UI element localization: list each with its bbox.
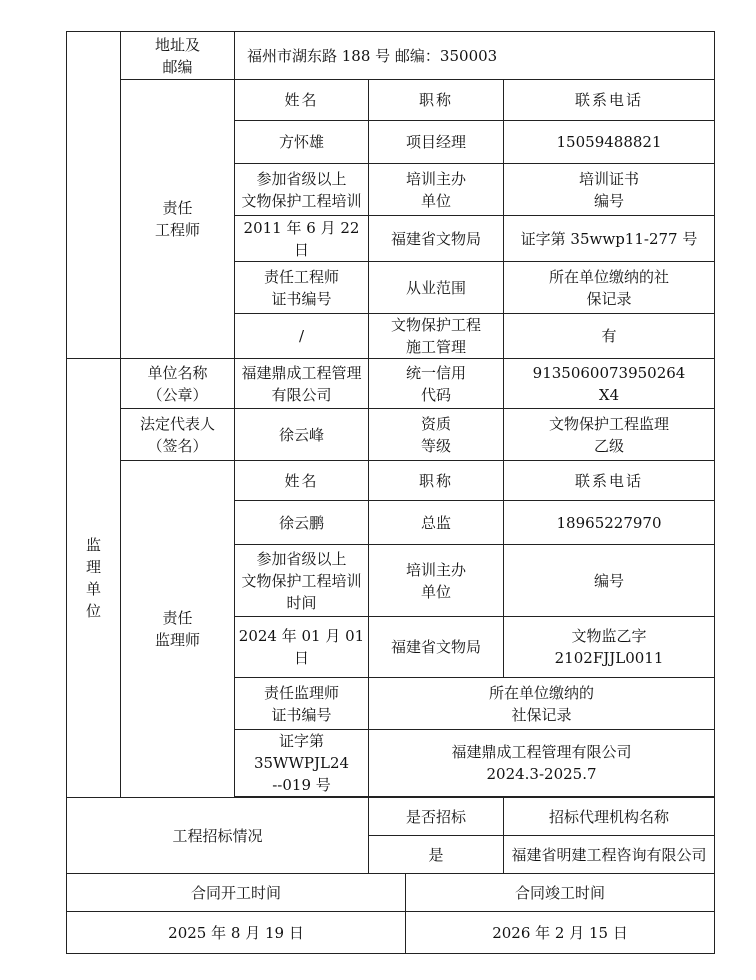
engineer-social: 有: [504, 314, 715, 359]
engineer-title: 项目经理: [369, 121, 504, 164]
engineer-scope: 文物保护工程 施工管理: [369, 314, 504, 359]
legal-rep-label: 法定代表人 （签名）: [121, 409, 235, 461]
engineer-training-org: 福建省文物局: [369, 216, 504, 262]
bidding-header-agency: 招标代理机构名称: [504, 798, 715, 836]
bidding-header-is-bid: 是否招标: [369, 798, 504, 836]
engineer-header-org: 培训主办 单位: [369, 164, 504, 216]
engineer-training-cert: 证字第 35wwp11-277 号: [504, 216, 715, 262]
supervisor-header-cert-no: 责任监理师 证书编号: [235, 678, 369, 730]
credit-code-label: 统一信用 代码: [369, 359, 504, 409]
supervision-section-label: 监 理 单 位: [67, 359, 121, 798]
contract-start-date: 2025 年 8 月 19 日: [67, 912, 406, 954]
contract-start-label: 合同开工时间: [67, 874, 406, 912]
engineer-header-cert-no: 责任工程师 证书编号: [235, 262, 369, 314]
project-info-table: [66, 31, 715, 954]
engineer-header-title: 职称: [369, 80, 504, 121]
supervisor-title: 总监: [369, 501, 504, 545]
supervisor-training-date: 2024 年 01 月 01 日: [235, 617, 369, 678]
supervisor-phone: 18965227970: [504, 501, 715, 545]
unit-name-label: 单位名称 （公章）: [121, 359, 235, 409]
unit-name: 福建鼎成工程管理 有限公司: [235, 359, 369, 409]
engineer-header-cert: 培训证书 编号: [504, 164, 715, 216]
supervisor-header-cert: 编号: [504, 545, 715, 617]
engineer-training-date: 2011 年 6 月 22 日: [235, 216, 369, 262]
qualification-label: 资质 等级: [369, 409, 504, 461]
engineer-header-phone: 联系电话: [504, 80, 715, 121]
supervisor-header-name: 姓名: [235, 461, 369, 501]
supervisor-social: 福建鼎成工程管理有限公司 2024.3-2025.7: [369, 730, 715, 797]
engineer-group-label: 责任 工程师: [121, 80, 235, 359]
legal-rep: 徐云峰: [235, 409, 369, 461]
qualification: 文物保护工程监理 乙级: [504, 409, 715, 461]
supervisor-training-org: 福建省文物局: [369, 617, 504, 678]
supervisor-cert-no: 证字第 35WWPJL24 --019 号: [235, 730, 369, 797]
supervisor-header-title: 职称: [369, 461, 504, 501]
engineer-header-training: 参加省级以上 文物保护工程培训: [235, 164, 369, 216]
bidding-agency: 福建省明建工程咨询有限公司: [504, 836, 715, 874]
credit-code: 9135060073950264 X4: [504, 359, 715, 409]
address-label: 地址及 邮编: [121, 32, 235, 80]
bidding-is-bid: 是: [369, 836, 504, 874]
bidding-label: 工程招标情况: [67, 798, 369, 874]
engineer-phone: 15059488821: [504, 121, 715, 164]
engineer-header-name: 姓名: [235, 80, 369, 121]
supervisor-header-phone: 联系电话: [504, 461, 715, 501]
contract-end-date: 2026 年 2 月 15 日: [406, 912, 715, 954]
address-value: 福州市湖东路 188 号 邮编：350003: [235, 32, 715, 80]
supervisor-header-org: 培训主办 单位: [369, 545, 504, 617]
engineer-cert-no: /: [235, 314, 369, 359]
supervisor-name: 徐云鹏: [235, 501, 369, 545]
supervisor-group-label: 责任 监理师: [121, 461, 235, 798]
supervisor-header-social: 所在单位缴纳的 社保记录: [369, 678, 715, 730]
upper-section-label-cell: [67, 32, 121, 359]
supervisor-header-training: 参加省级以上 文物保护工程培训 时间: [235, 545, 369, 617]
contract-end-label: 合同竣工时间: [406, 874, 715, 912]
engineer-header-social: 所在单位缴纳的社 保记录: [504, 262, 715, 314]
supervisor-training-cert: 文物监乙字 2102FJJL0011: [504, 617, 715, 678]
engineer-name: 方怀雄: [235, 121, 369, 164]
engineer-header-scope: 从业范围: [369, 262, 504, 314]
